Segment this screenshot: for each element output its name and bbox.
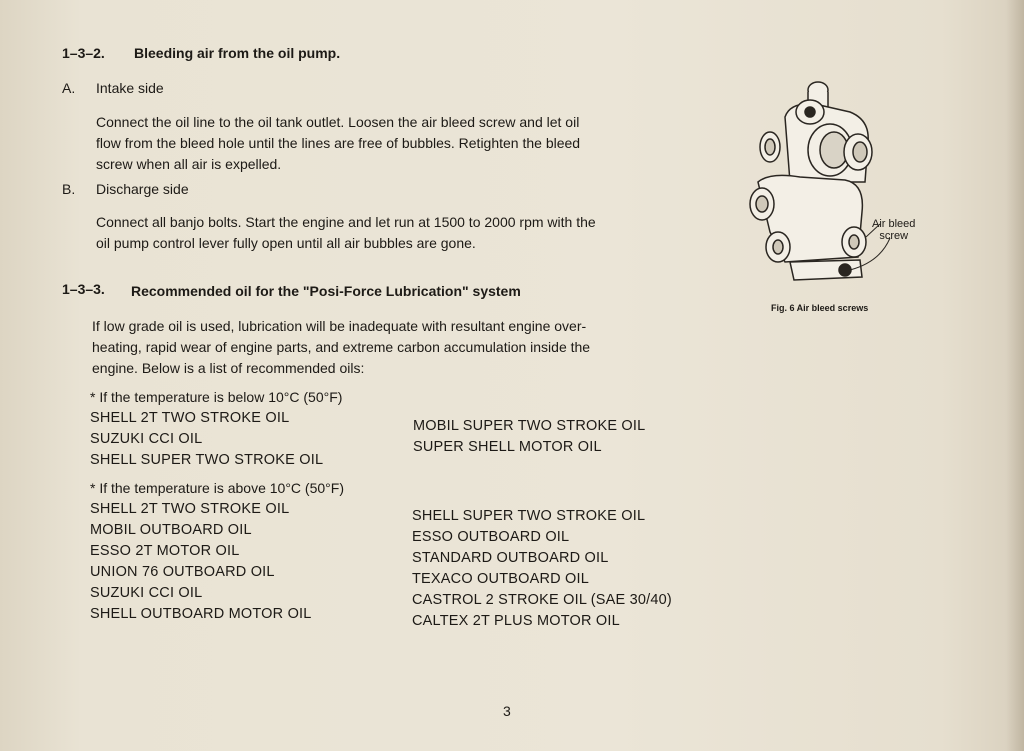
text-line: heating, rapid wear of engine parts, and extreme carbon accumulation inside the xyxy=(92,339,591,355)
above-temp-oils-left xyxy=(90,499,312,625)
figure-caption: Fig. 6 Air bleed screws xyxy=(771,303,869,313)
oil-item: ESSO OUTBOARD OIL xyxy=(412,529,570,545)
oil-item: SHELL SUPER TWO STROKE OIL xyxy=(90,452,324,468)
page-edge-shadow xyxy=(1006,0,1024,751)
oil-item: STANDARD OUTBOARD OIL xyxy=(412,550,609,566)
oil-item: ESSO 2T MOTOR OIL xyxy=(90,543,240,559)
item-b-paragraph xyxy=(96,212,596,254)
item-a-label: A. xyxy=(62,80,76,96)
text-line: screw when all air is expelled. xyxy=(96,156,282,172)
oil-item: TEXACO OUTBOARD OIL xyxy=(412,571,590,587)
oil-item: UNION 76 OUTBOARD OIL xyxy=(90,564,275,580)
oil-item: SHELL 2T TWO STROKE OIL xyxy=(90,410,290,426)
section-133-title: Recommended oil for the "Posi-Force Lubrication" system xyxy=(131,283,521,299)
oil-pump-figure xyxy=(730,72,930,302)
oil-item: SHELL OUTBOARD MOTOR OIL xyxy=(90,606,312,622)
text-line: If low grade oil is used, lubrication will be inadequate with resultant engine over- xyxy=(92,318,587,334)
below-temp-oils-left xyxy=(90,408,323,471)
item-a-paragraph xyxy=(96,112,580,175)
air-bleed-callout xyxy=(872,218,915,242)
oil-pump-illustration xyxy=(730,72,930,302)
callout-line: screw xyxy=(879,230,909,242)
page-number: 3 xyxy=(503,703,511,719)
oil-item: SUZUKI CCI OIL xyxy=(90,431,203,447)
below-temp-oils-right xyxy=(413,416,645,458)
oil-item: CASTROL 2 STROKE OIL (SAE 30/40) xyxy=(412,592,672,608)
below-temp-label: * If the temperature is below 10°C (50°F) xyxy=(90,389,343,405)
text-line: Connect all banjo bolts. Start the engine and let run at 1500 to 2000 rpm with the xyxy=(96,214,596,230)
item-b-label: B. xyxy=(62,181,76,197)
text-line: Connect the oil line to the oil tank outlet. Loosen the air bleed screw and let oil xyxy=(96,114,580,130)
oil-item: MOBIL OUTBOARD OIL xyxy=(90,522,252,538)
section-132-number: 1–3–2. xyxy=(62,45,105,61)
above-temp-label: * If the temperature is above 10°C (50°F) xyxy=(90,480,344,496)
oil-intro-paragraph xyxy=(92,316,590,379)
oil-item: SHELL SUPER TWO STROKE OIL xyxy=(412,508,646,524)
text-line: oil pump control lever fully open until all air bubbles are gone. xyxy=(96,235,476,251)
text-line: engine. Below is a list of recommended oils: xyxy=(92,360,365,376)
above-temp-oils-right xyxy=(412,506,672,632)
oil-item: MOBIL SUPER TWO STROKE OIL xyxy=(413,418,646,434)
oil-item: SUZUKI CCI OIL xyxy=(90,585,203,601)
oil-item: SHELL 2T TWO STROKE OIL xyxy=(90,501,290,517)
callout-line: Air bleed xyxy=(872,218,916,230)
item-a-title: Intake side xyxy=(96,80,164,96)
section-132-title: Bleeding air from the oil pump. xyxy=(134,45,341,61)
item-b-title: Discharge side xyxy=(96,181,189,197)
section-133-number: 1–3–3. xyxy=(62,281,105,297)
text-line: flow from the bleed hole until the lines are free of bubbles. Retighten the bleed xyxy=(96,135,581,151)
oil-item: SUPER SHELL MOTOR OIL xyxy=(413,439,602,455)
oil-item: CALTEX 2T PLUS MOTOR OIL xyxy=(412,613,620,629)
